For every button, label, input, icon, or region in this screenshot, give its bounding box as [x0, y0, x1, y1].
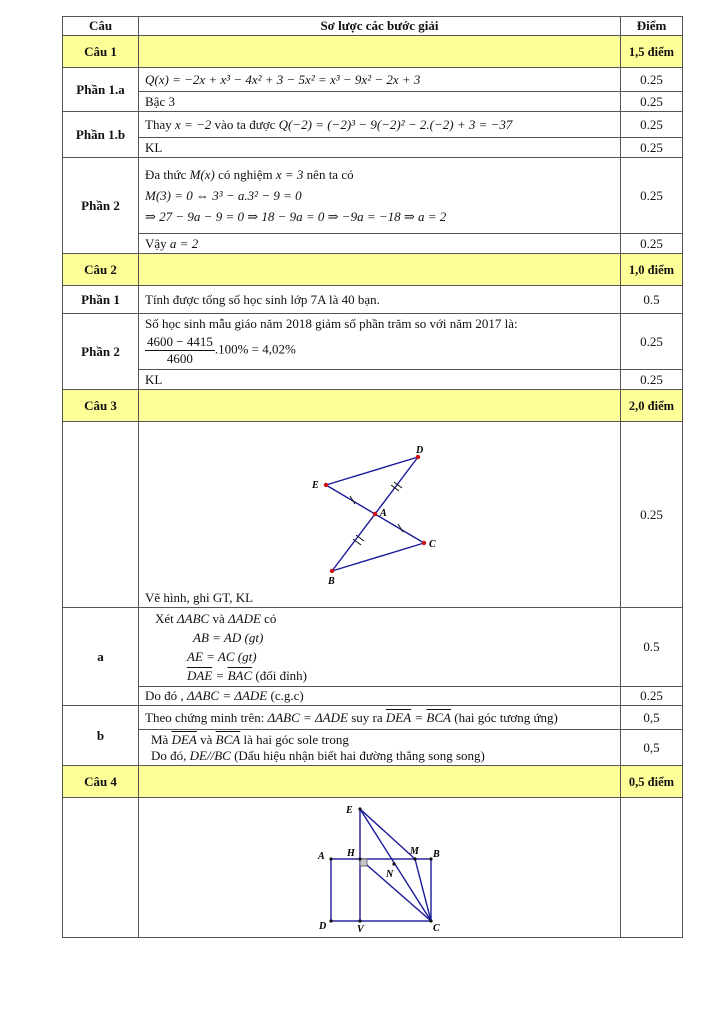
label-c: C — [432, 922, 440, 934]
point-a — [329, 857, 332, 860]
label-e: E — [311, 480, 319, 491]
score: 0.25 — [621, 314, 683, 370]
label-c: C — [428, 539, 436, 550]
q2-part-2-label: Phần 2 — [63, 314, 139, 390]
question-3-points: 2,0 điểm — [621, 390, 683, 422]
table-row — [63, 112, 683, 138]
label-m: M — [409, 845, 419, 857]
point-e — [323, 483, 327, 487]
segment-mc — [415, 859, 431, 921]
label-b: B — [327, 576, 335, 587]
score: 0.25 — [621, 68, 683, 92]
part-2-conclusion: Vậy a = 2 — [139, 234, 621, 254]
label-a: A — [379, 508, 387, 519]
point-h — [358, 857, 361, 860]
square-figure — [310, 801, 450, 935]
percent-fraction: $\frac{4600 - 4415}{4600}$ — [147, 334, 213, 366]
table-row — [63, 314, 683, 370]
label-h: H — [346, 847, 355, 859]
q3-part-b-line2: Mà $\overline{DEA}$ và $\overline{BCA}$ là hai góc sole trong Do đó, DE//BC (Dấu hiệu nhận biết hai đường thẳng song song) — [139, 730, 621, 766]
part-1a-degree: Bậc 3 — [139, 92, 621, 112]
table-row — [63, 286, 683, 314]
table-row — [63, 706, 683, 730]
q3-part-a-conclusion: Do đó , ΔABC = ΔADE (c.g.c) — [139, 687, 621, 706]
question-2-row — [63, 254, 683, 286]
triangle-figure — [300, 440, 460, 590]
point-b — [329, 569, 333, 573]
segment-ec — [360, 809, 431, 921]
point-v — [358, 919, 361, 922]
header-steps: Sơ lược các bước giải — [139, 17, 621, 36]
table-row — [63, 730, 683, 766]
solution-table — [62, 16, 683, 938]
label-e: E — [345, 804, 353, 816]
point-c — [421, 541, 425, 545]
part-1b-conclusion: KL — [139, 138, 621, 158]
table-row — [63, 608, 683, 687]
score: 0.25 — [621, 92, 683, 112]
score: 0,5 — [621, 706, 683, 730]
q2-part-2-solution: Số học sinh mẫu giáo năm 2018 giảm số phần trăm so với năm 2017 là: $\frac{4600 - 4415}{4600}$ .100% = 4,02% — [139, 314, 621, 370]
q3-part-b-line1: Theo chứng minh trên: ΔABC = ΔADE suy ra $\overline{DEA} = \overline{BCA}$ (hai góc tương ứng) — [139, 706, 621, 730]
score: 0.25 — [621, 138, 683, 158]
question-2-points: 1,0 điểm — [621, 254, 683, 286]
point-a — [372, 512, 376, 516]
segment-hc — [360, 859, 431, 921]
segment-bc — [332, 543, 424, 571]
figure-caption: Vẽ hình, ghi GT, KL — [145, 590, 254, 605]
label-b: B — [432, 848, 440, 860]
part-1a-label: Phần 1.a — [63, 68, 139, 112]
table-row — [63, 687, 683, 706]
q3-figure-cell — [139, 422, 621, 608]
part-1b-expression: Thay x = −2 vào ta được Q(−2) = (−2)³ − 9(−2)² − 2.(−2) + 3 = −37 — [139, 112, 621, 138]
question-4-name: Câu 4 — [63, 766, 139, 798]
table-row — [63, 158, 683, 234]
question-3-row — [63, 390, 683, 422]
part-2-label: Phần 2 — [63, 158, 139, 254]
table-row — [63, 370, 683, 390]
score: 0,5 — [621, 730, 683, 766]
score: 0.25 — [621, 422, 683, 608]
question-1-points: 1,5 điểm — [621, 36, 683, 68]
label-n: N — [385, 868, 393, 880]
label-a: A — [317, 850, 325, 862]
question-1-name: Câu 1 — [63, 36, 139, 68]
table-row — [63, 798, 683, 938]
header-question: Câu — [63, 17, 139, 36]
segment-ed — [326, 457, 418, 485]
q2-part-1-text: Tính được tổng số học sinh lớp 7A là 40 bạn. — [139, 286, 621, 314]
score: 0.5 — [621, 286, 683, 314]
table-row — [63, 138, 683, 158]
table-row — [63, 68, 683, 92]
table-header-row — [63, 17, 683, 36]
score: 0.5 — [621, 608, 683, 687]
q2-part-1-label: Phần 1 — [63, 286, 139, 314]
q3-part-b-label: b — [63, 706, 139, 766]
question-4-row — [63, 766, 683, 798]
part-1a-expression: Q(x) = −2x + x³ − 4x² + 3 − 5x² = x³ − 9x² − 2x + 3 — [139, 68, 621, 92]
point-e — [358, 807, 361, 810]
part-2-solution: Đa thức M(x) có nghiệm x = 3 nên ta có M(3) = 0 ⇔ 3³ − a.3² − 9 = 0 ⇒ 27 − 9a − 9 = 0 ⇒ 18 − 9a = 0 ⇒ −9a = −18 ⇒ a = 2 — [139, 158, 621, 234]
table-row — [63, 92, 683, 112]
question-2-name: Câu 2 — [63, 254, 139, 286]
score: 0.25 — [621, 112, 683, 138]
label-v: V — [356, 923, 364, 935]
table-row — [63, 422, 683, 608]
table-row — [63, 234, 683, 254]
q2-part-2-conclusion: KL — [139, 370, 621, 390]
point-n — [392, 862, 395, 865]
header-points: Điểm — [621, 17, 683, 36]
question-1-row — [63, 36, 683, 68]
point-m — [413, 857, 416, 860]
q4-figure-cell — [139, 798, 621, 938]
q3-part-a-solution: Xét ΔABC và ΔADE có AB = AD (gt) AE = AC (gt) $\overline{DAE} = \overline{BAC}$ (đối đỉnh) — [139, 608, 621, 687]
score: 0.25 — [621, 158, 683, 234]
score: 0.25 — [621, 234, 683, 254]
label-d: D — [415, 445, 423, 456]
question-3-name: Câu 3 — [63, 390, 139, 422]
rectangle-abcd — [331, 859, 431, 921]
q3-part-a-label: a — [63, 608, 139, 706]
label-d: D — [318, 920, 326, 932]
point-d — [329, 919, 332, 922]
score: 0.25 — [621, 687, 683, 706]
question-4-points: 0,5 điểm — [621, 766, 683, 798]
part-1b-label: Phần 1.b — [63, 112, 139, 158]
score: 0.25 — [621, 370, 683, 390]
